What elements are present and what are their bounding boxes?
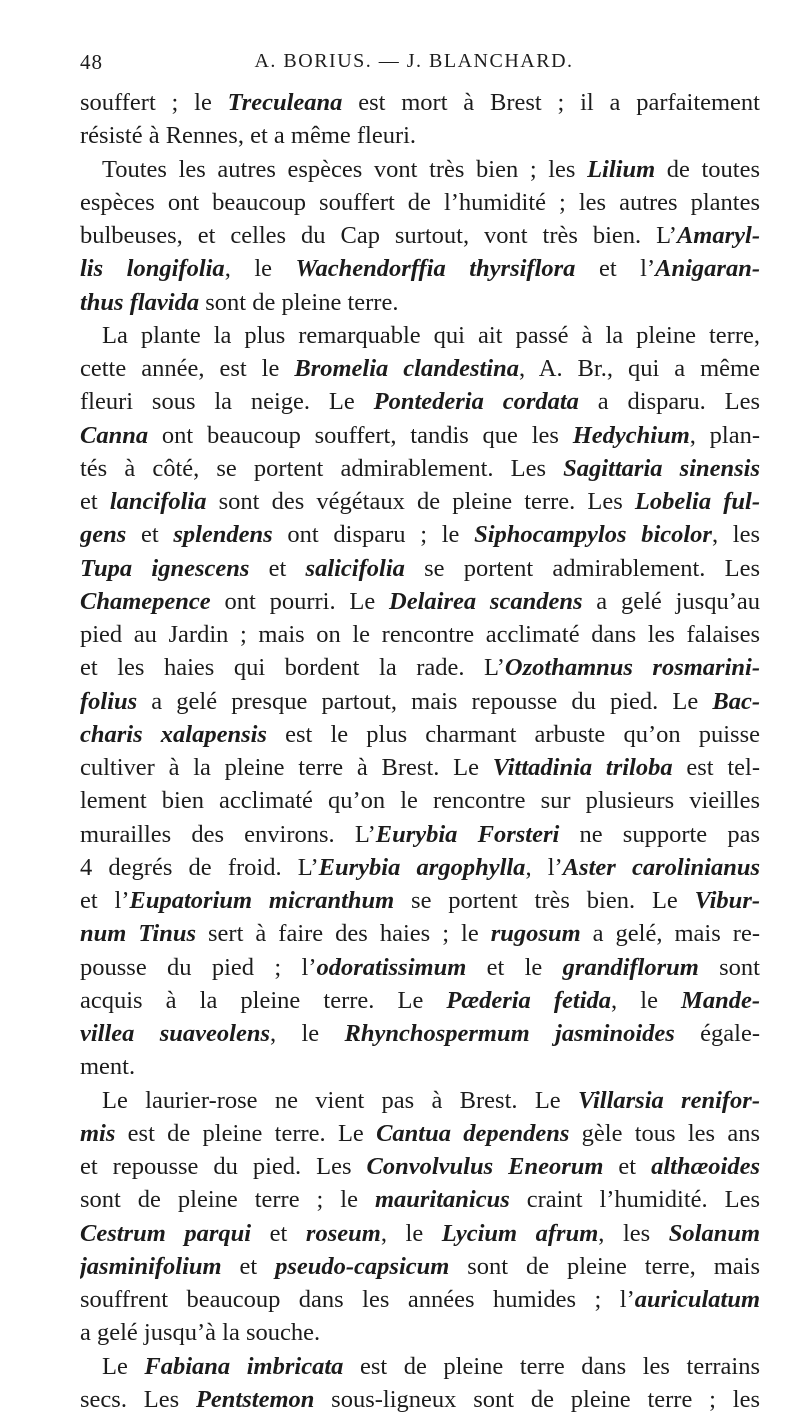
italic-term: Sagittaria sinensis: [563, 454, 760, 482]
text-line: [80, 751, 760, 784]
text-run: et les haies qui bordent la rade. L’: [80, 654, 505, 682]
running-head: A. BORIUS. — J. BLANCHARD.: [254, 50, 574, 72]
text-run: sous-ligneux sont de pleine terre ; les: [314, 1385, 760, 1413]
italic-term: Hedychium: [572, 421, 690, 449]
text-run: pousse du pied ; l’: [80, 953, 317, 981]
text-run: , plan-: [689, 421, 760, 449]
italic-term: auriculatum: [634, 1286, 760, 1313]
italic-term: Delairea scandens: [389, 587, 583, 615]
text-run: et: [249, 554, 306, 582]
text-run: sont: [698, 953, 760, 981]
italic-term: lis longifolia: [80, 255, 225, 283]
text-line: [80, 1283, 760, 1316]
italic-term: Fabiana imbricata: [144, 1352, 344, 1380]
text-run: sont de pleine terre, mais: [449, 1252, 760, 1280]
text-run: tés à côté, se portent admirablement. Les: [80, 454, 564, 482]
text-line: [80, 186, 760, 219]
italic-term: Convolvulus Eneorum: [366, 1153, 604, 1180]
text-run: et le: [466, 953, 563, 981]
italic-term: Ozothamnus rosmarini-: [504, 654, 760, 682]
text-run: et: [126, 521, 174, 549]
italic-term: Cestrum parqui: [80, 1219, 252, 1247]
text-line: [80, 219, 760, 252]
italic-term: odoratissimum: [316, 953, 467, 981]
text-run: a gelé jusqu’au: [582, 587, 760, 615]
text-line: [80, 518, 760, 551]
text-run: ont disparu ; le: [272, 521, 475, 549]
text-line: [80, 552, 760, 585]
italic-term: Tupa ignescens: [80, 554, 250, 582]
italic-term: Solanum: [668, 1219, 760, 1247]
text-run: et: [221, 1252, 276, 1280]
text-run: 4 degrés de froid. L’: [80, 853, 319, 881]
text-run: ont pourri. Le: [210, 587, 390, 615]
italic-term: Rhynchospermum jasminoides: [344, 1020, 675, 1047]
text-run: , A. Br., qui a même: [518, 355, 760, 382]
text-line: [80, 1350, 760, 1383]
italic-term: Bac-: [712, 687, 760, 715]
page-number: 48: [80, 50, 103, 74]
text-run: , le: [224, 255, 296, 283]
italic-term: Anigaran-: [655, 255, 760, 283]
italic-term: Eurybia argophylla: [318, 853, 526, 881]
text-line: [80, 352, 760, 385]
italic-term: rugosum: [490, 920, 581, 948]
text-run: cultiver à la pleine terre à Brest. Le: [80, 754, 493, 781]
text-run: sont des végétaux de pleine terre. Les: [206, 488, 635, 515]
text-run: sert à faire des haies ; le: [195, 920, 491, 948]
text-run: est mort à Brest ; il a parfaitement: [342, 89, 760, 116]
text-line: [80, 1117, 760, 1150]
text-run: souffert ; le: [80, 89, 228, 116]
text-run: sont de pleine terre.: [199, 288, 399, 316]
italic-term: Pontederia cordata: [373, 388, 579, 416]
text-line: [80, 1316, 760, 1349]
italic-term: Eupatorium micranthum: [129, 887, 395, 914]
text-run: Le: [102, 1352, 145, 1380]
text-run: de toutes: [655, 155, 760, 183]
text-run: résisté à Rennes, et a même fleuri.: [80, 122, 417, 150]
text-line: [80, 1183, 760, 1216]
text-run: a gelé jusqu’à la souche.: [80, 1319, 321, 1347]
text-run: se portent admirablement. Les: [404, 554, 760, 582]
text-run: pied au Jardin ; mais on le rencontre acclimaté dans les falaises: [80, 621, 760, 648]
italic-term: Canna: [80, 421, 149, 449]
text-line: [80, 385, 760, 418]
text-line: [80, 1017, 760, 1050]
text-line: [80, 153, 760, 186]
italic-term: gens: [80, 521, 127, 549]
text-line: [80, 1150, 760, 1183]
text-run: La plante la plus remarquable qui ait passé à la pleine terre,: [102, 321, 760, 349]
italic-term: Lycium afrum: [441, 1219, 599, 1247]
text-run: craint l’humidité. Les: [509, 1186, 760, 1214]
text-run: a gelé, mais re-: [580, 920, 760, 948]
text-line: [80, 286, 760, 319]
text-line: [80, 252, 760, 285]
text-line: [80, 951, 760, 984]
italic-term: Lobelia ful-: [634, 488, 760, 515]
italic-term: Wachendorffia thyrsiflora: [295, 255, 576, 283]
text-run: murailles des environs. L’: [80, 820, 376, 848]
text-line: [80, 86, 760, 119]
text-line: [80, 1084, 760, 1117]
text-run: est de pleine terre. Le: [115, 1119, 377, 1147]
italic-term: Villarsia renifor-: [577, 1086, 760, 1114]
text-line: [80, 485, 760, 518]
italic-term: althæoides: [651, 1153, 760, 1180]
text-run: Le laurier-rose ne vient pas à Brest. Le: [102, 1086, 578, 1114]
text-run: et: [251, 1219, 306, 1247]
text-line: [80, 319, 760, 352]
text-run: et repousse du pied. Les: [80, 1153, 367, 1180]
text-line: [80, 784, 760, 817]
text-line: [80, 1217, 760, 1250]
text-line: [80, 452, 760, 485]
italic-term: pseudo-capsicum: [275, 1252, 450, 1280]
text-run: ment.: [80, 1053, 136, 1081]
text-run: lement bien acclimaté qu’on le rencontre sur plusieurs vieilles: [80, 787, 760, 815]
text-run: et: [603, 1153, 652, 1180]
italic-term: Eurybia Forsteri: [375, 820, 560, 848]
text-run: égale-: [674, 1020, 760, 1047]
text-line: [80, 585, 760, 618]
text-run: , les: [598, 1219, 669, 1247]
italic-term: roseum: [305, 1219, 381, 1247]
text-run: , le: [270, 1020, 345, 1047]
text-line: [80, 419, 760, 452]
page-header: [80, 50, 748, 80]
text-run: souffrent beaucoup dans les années humides ; l’: [80, 1286, 635, 1313]
text-run: est tel-: [672, 754, 760, 781]
italic-term: Lilium: [587, 155, 656, 183]
text-line: [80, 119, 760, 152]
italic-term: folius: [80, 687, 138, 715]
italic-term: Pæderia fetida: [446, 986, 612, 1014]
italic-term: villea suaveolens: [80, 1020, 271, 1047]
italic-term: charis xalapensis: [80, 720, 267, 748]
text-line: [80, 1383, 760, 1416]
text-line: [80, 718, 760, 751]
italic-term: lancifolia: [109, 488, 207, 515]
text-line: [80, 1250, 760, 1283]
italic-term: mauritanicus: [374, 1186, 510, 1214]
text-run: ne supporte pas: [559, 820, 760, 848]
text-run: espèces ont beaucoup souffert de l’humidité ; les autres plantes: [80, 188, 760, 216]
italic-term: Siphocampylos bicolor: [474, 521, 712, 549]
text-run: a disparu. Les: [578, 388, 760, 416]
text-run: est de pleine terre dans les terrains: [343, 1352, 760, 1380]
text-line: [80, 984, 760, 1017]
text-run: a gelé presque partout, mais repousse du pied. Le: [137, 687, 713, 715]
italic-term: mis: [80, 1119, 116, 1147]
text-run: fleuri sous la neige. Le: [80, 388, 374, 416]
text-run: et l’: [80, 887, 130, 914]
body-text: [80, 86, 760, 1416]
text-run: est le plus charmant arbuste qu’on puisse: [266, 720, 760, 748]
italic-term: grandiflorum: [562, 953, 699, 981]
text-run: secs. Les: [80, 1385, 196, 1413]
text-line: [80, 818, 760, 851]
italic-term: Chamepence: [80, 587, 211, 615]
text-run: bulbeuses, et celles du Cap surtout, vont très bien. L’: [80, 222, 677, 249]
text-line: [80, 1050, 760, 1083]
text-run: , le: [380, 1219, 442, 1247]
text-run: Toutes les autres espèces vont très bien ; les: [102, 155, 588, 183]
text-line: [80, 851, 760, 884]
text-run: se portent très bien. Le: [394, 887, 695, 914]
italic-term: Aster carolinianus: [562, 853, 760, 881]
italic-term: thus flavida: [80, 288, 200, 316]
italic-term: Bromelia clandestina: [294, 355, 519, 382]
text-run: , le: [611, 986, 682, 1014]
italic-term: Cantua dependens: [376, 1119, 570, 1147]
text-run: ont beaucoup souffert, tandis que les: [148, 421, 573, 449]
italic-term: Amaryl-: [676, 222, 760, 249]
text-line: [80, 618, 760, 651]
italic-term: jasminifolium: [80, 1252, 222, 1280]
italic-term: splendens: [173, 521, 273, 549]
text-run: et: [80, 488, 110, 515]
text-run: sont de pleine terre ; le: [80, 1186, 375, 1214]
text-line: [80, 651, 760, 684]
text-run: acquis à la pleine terre. Le: [80, 986, 447, 1014]
italic-term: num Tinus: [80, 920, 196, 948]
text-line: [80, 884, 760, 917]
italic-term: Vibur-: [694, 887, 760, 914]
italic-term: Mande-: [681, 986, 760, 1014]
italic-term: Treculeana: [227, 89, 343, 116]
italic-term: Vittadinia triloba: [492, 754, 673, 781]
text-line: [80, 685, 760, 718]
text-run: , les: [711, 521, 760, 549]
text-run: et l’: [575, 255, 656, 283]
text-run: , l’: [525, 853, 563, 881]
italic-term: Pentstemon: [195, 1385, 315, 1413]
italic-term: salicifolia: [305, 554, 405, 582]
text-run: gèle tous les ans: [569, 1119, 760, 1147]
text-run: cette année, est le: [80, 355, 295, 382]
text-line: [80, 917, 760, 950]
